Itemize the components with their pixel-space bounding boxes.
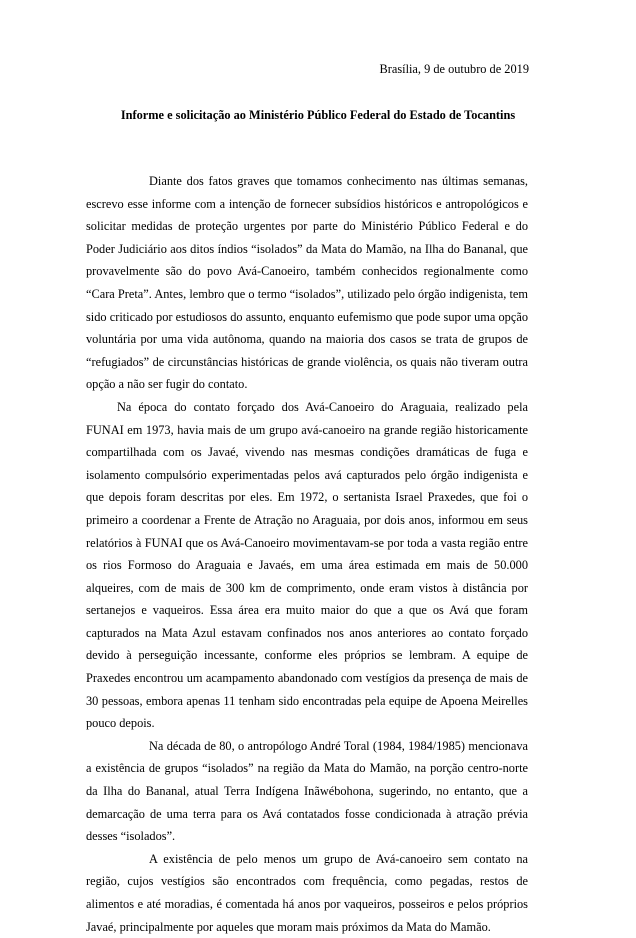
- body-paragraph-3: Na década de 80, o antropólogo André Toral (1984, 1984/1985) mencionava a existência de grupos “isolados” na região da Mata do Mamão, na porção centro-norte da Ilha do Bananal, atual Terra Indígena Inãwébohona, sugerindo, no entanto, que a demarcação de uma terra para os Avá contatados fosse condicionada à atração prévia desses “isolados”.: [86, 738, 528, 844]
- document-title: Informe e solicitação ao Ministério Público Federal do Estado de Tocantins: [120, 108, 516, 122]
- body-paragraph-4: A existência de pelo menos um grupo de Avá-canoeiro sem contato na região, cujos vestígios são encontrados com frequência, como pegadas, restos de alimentos e até moradias, é comentada há anos por vaqueiros, posseiros e pelos próprios Javaé, principalmente por aqueles que moram mais próximos da Mata do Mamão.: [86, 851, 528, 934]
- document-body: [86, 170, 528, 938]
- body-paragraph-1: Diante dos fatos graves que tomamos conhecimento nas últimas semanas, escrevo esse informe com a intenção de fornecer subsídios históricos e antropológicos e solicitar medidas de proteção urgentes por parte do Ministério Público Federal e do Poder Judiciário aos ditos índios “isolados” da Mata do Mamão, na Ilha do Bananal, que provavelmente são do povo Avá-Canoeiro, também conhecidos regionalmente como “Cara Preta”. Antes, lembro que o termo “isolados”, utilizado pelo órgão indigenista, tem sido criticado por estudiosos do assunto, enquanto eufemismo que pode supor uma opção voluntária por uma vida autônoma, quando na maioria dos casos se trata de grupos de “refugiados” de circunstâncias históricas de grande violência, os quais não tiveram outra opção a não ser fugir do contato.: [86, 174, 528, 392]
- date-line: Brasília, 9 de outubro de 2019: [379, 62, 529, 76]
- body-paragraph-2: Na época do contato forçado dos Avá-Canoeiro do Araguaia, realizado pela FUNAI em 1973, havia mais de um grupo avá-canoeiro na grande região historicamente compartilhada com os Javaé, vivendo nas mesmas condições dramáticas de fuga e isolamento compulsório experimentadas pelos avá capturados pelo órgão indigenista e que depois foram descritas por eles. Em 1972, o sertanista Israel Praxedes, que foi o primeiro a coordenar a Frente de Atração no Araguaia, por dois anos, informou em seus relatórios à FUNAI que os Avá-Canoeiro movimentavam-se por toda a vasta região entre os rios Formoso do Araguaia e Javaés, em uma área estimada em mais de 50.000 alqueires, com de mais de 300 km de comprimento, onde eram vistos à distância por sertanejos e vaqueiros. Essa área era muito maior do que a que os Avá que foram capturados na Mata Azul estavam confinados nos anos anteriores ao contato forçado devido à perseguição incessante, conforme eles próprios se lembram. A equipe de Praxedes encontrou um acampamento abandonado com vestígios da presença de mais de 30 pessoas, embora apenas 11 tenham sido encontradas pela equipe de Apoena Meirelles pouco depois.: [86, 399, 528, 731]
